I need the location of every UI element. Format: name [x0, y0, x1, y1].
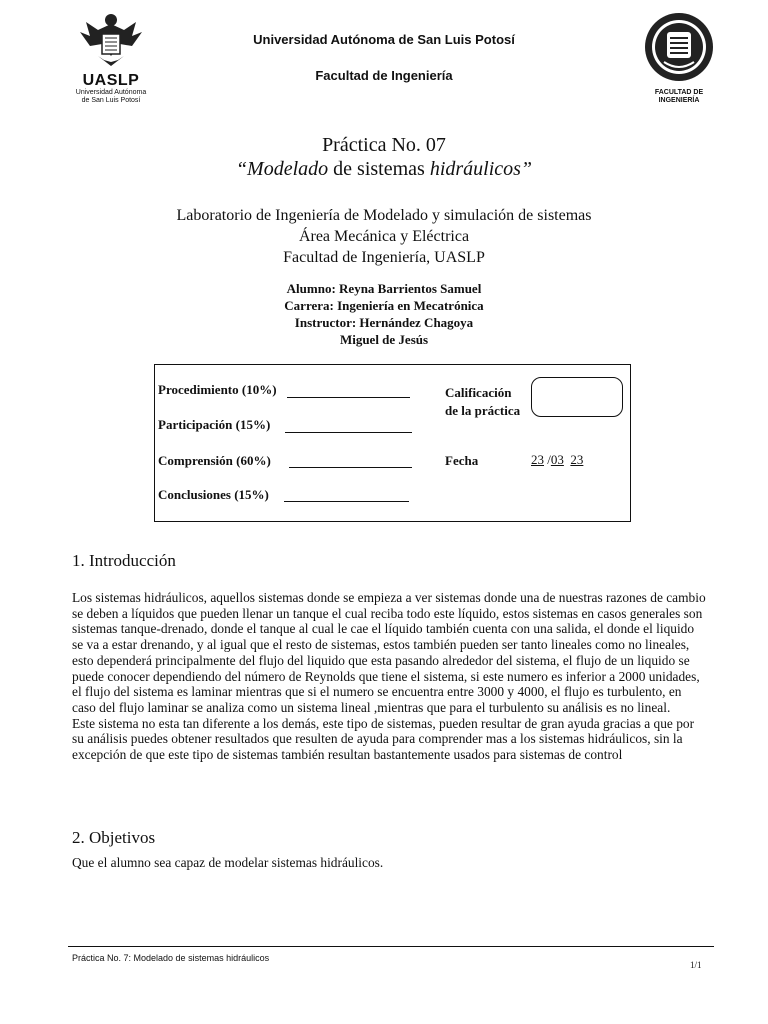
objectives-heading: 2. Objetivos: [72, 828, 156, 847]
conclusiones-label: Conclusiones (15%): [158, 487, 269, 502]
calificacion-box: [531, 377, 623, 417]
lab-line-1: Laboratorio de Ingeniería de Modelado y simulación de sistemas: [176, 207, 592, 224]
comprension-label: Comprensión (60%): [158, 453, 271, 468]
intro-heading: 1. Introducción: [72, 551, 176, 570]
uaslp-logo: [68, 10, 154, 110]
intro-line: Este sistema no esta tan diferente a los demás, este tipo de sistemas, pueden resultar de gran ayuda gracias a que por: [72, 715, 695, 731]
career: Carrera: Ingeniería en Mecatrónica: [284, 298, 484, 313]
fecha-year: 23: [570, 452, 584, 467]
faculty-name: Facultad de Ingeniería: [315, 68, 453, 83]
subtitle-part-2: de sistemas: [333, 158, 425, 180]
lab-info: [0, 205, 768, 268]
university-name: Universidad Autónoma de San Luis Potosí: [253, 32, 515, 47]
subtitle-part-1: “Modelado: [235, 158, 334, 180]
participacion-label: Participación (15%): [158, 417, 271, 432]
participacion-line: [285, 432, 412, 433]
conclusiones-line: [284, 501, 409, 502]
student-name: Alumno: Reyna Barrientos Samuel: [286, 281, 482, 296]
fecha-month: 03: [550, 452, 564, 467]
footer-divider: [68, 946, 714, 947]
procedimiento-label: Procedimiento (10%): [158, 382, 277, 397]
intro-line: caso del flujo laminar se analiza como un sistema lineal ,mientras que para el turbulento su análisis es no lineal.: [72, 699, 671, 715]
people-info: [0, 280, 768, 348]
practice-title: Práctica No. 07: [322, 134, 446, 156]
fecha-value: [531, 452, 583, 468]
calificacion-label: [445, 384, 520, 420]
intro-line: puede conocer dependiendo del número de Reynolds que tiene el sistema, si este numero es inferior a 2000 unidades,: [72, 668, 700, 684]
fecha-separator-1: /: [544, 452, 551, 467]
intro-body: [72, 590, 717, 763]
lab-line-3: Facultad de Ingeniería, UASLP: [283, 249, 485, 266]
fecha-day: 23: [531, 452, 544, 467]
practice-subtitle: [0, 158, 768, 181]
comprension-line: [289, 467, 412, 468]
footer-title: Práctica No. 7: Modelado de sistemas hidráulicos: [72, 953, 270, 963]
faculty-logo: [640, 10, 718, 106]
intro-line: excepción de que este tipo de sistemas también resultan bastantemente usados para sistemas de control: [72, 747, 623, 763]
page-number: 1/1: [690, 960, 702, 970]
intro-line: el flujo del sistema es laminar mientras que si el numero se encuentra entre 3000 y 4000, el flujo es turbulento, en: [72, 684, 682, 700]
facultad-seal-icon: [640, 10, 718, 84]
intro-line: esto dependerá principalmente del flujo del liquido que esta pasando alrededor del sistema, el flujo de un liquido se: [72, 652, 690, 668]
intro-line: se va a estar drenando, y al igual que el resto de sistemas, estos también pueden ser tanto lineales como no lineales,: [72, 637, 690, 653]
subtitle-part-3: hidráulicos”: [424, 158, 533, 180]
objectives-text: Que el alumno sea capaz de modelar sistemas hidráulicos.: [72, 855, 384, 870]
instructor-continued: Miguel de Jesús: [339, 332, 429, 347]
lab-line-2: Área Mecánica y Eléctrica: [298, 228, 470, 245]
instructor: Instructor: Hernández Chagoya: [294, 315, 474, 330]
procedimiento-line: [287, 397, 410, 398]
uaslp-wordmark: UASLP: [82, 72, 140, 89]
faculty-logo-subtitle-1: FACULTAD DE: [654, 89, 704, 96]
calificacion-line-2: de la práctica: [445, 403, 521, 418]
uaslp-logo-subtitle-2: de San Luis Potosí: [81, 97, 141, 104]
uaslp-logo-subtitle-1: Universidad Autónoma: [75, 89, 147, 96]
intro-line: sistemas tanque-drenado, donde el tanque al cual le cae el líquido también cuenta con una salida, el donde el liquido: [72, 621, 695, 637]
intro-line: Los sistemas hidráulicos, aquellos sistemas donde se empieza a ver sistemas donde una de nuestras razones de cambio: [72, 590, 706, 605]
calificacion-line-1: Calificación: [445, 385, 512, 400]
intro-line: su análisis puedes obtener resultados que resulten de ayuda para comprender mas a los sistemas hidráulicos, sin la: [72, 731, 683, 747]
fecha-label: Fecha: [445, 453, 479, 468]
intro-line: se deben a líquidos que pueden llenar un tanque el cual reciba todo este líquido, estos sistemas en casos generales son: [72, 605, 703, 621]
faculty-logo-subtitle-2: INGENIERÍA: [658, 97, 700, 104]
